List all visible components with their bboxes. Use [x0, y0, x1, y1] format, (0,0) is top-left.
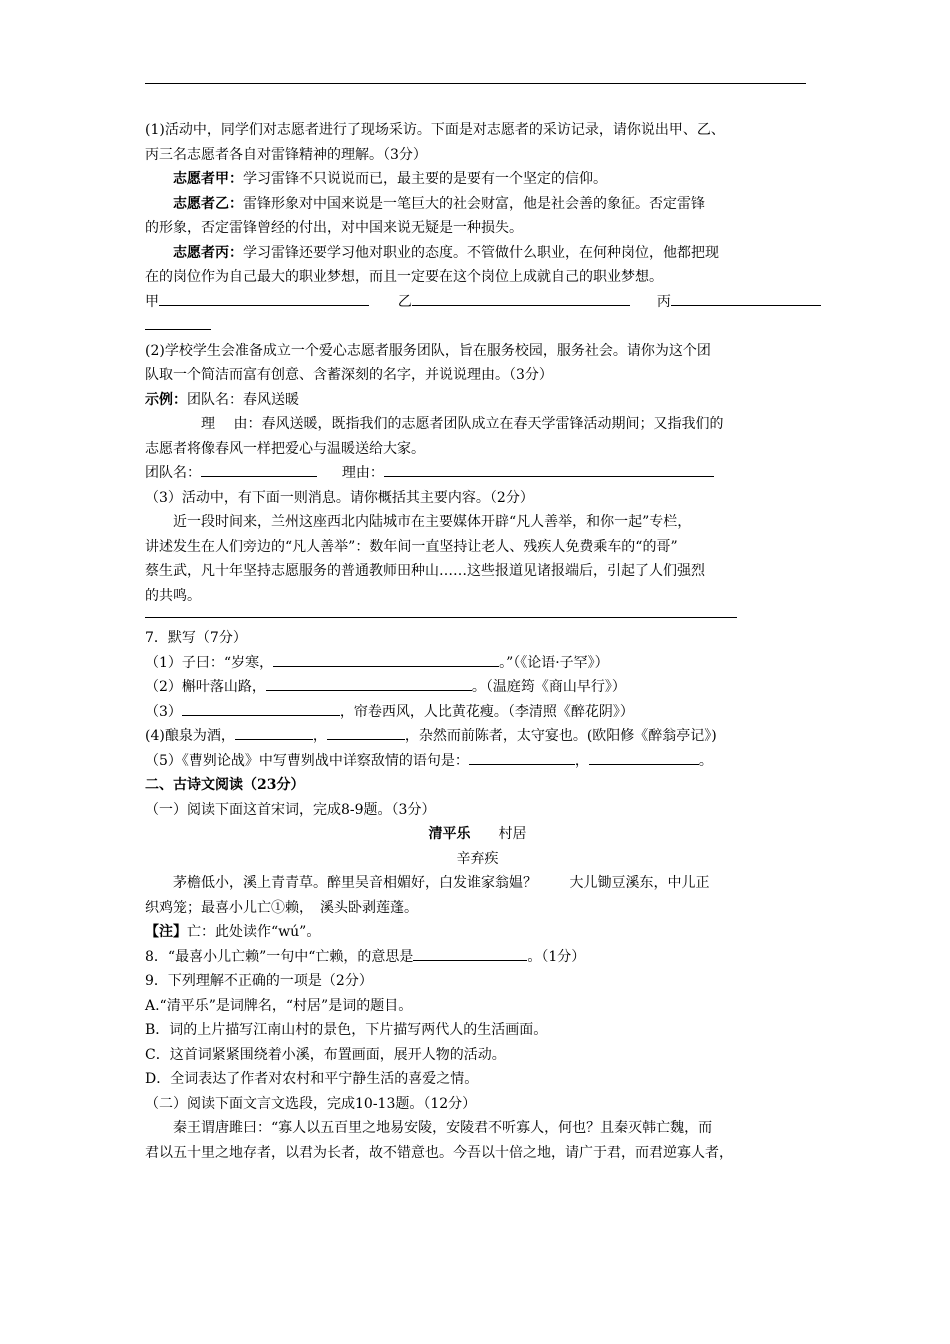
- poem-note: [145, 920, 810, 945]
- q7-item5-blank2[interactable]: [589, 750, 699, 765]
- q7-item5-prefix: （5）《曹刿论战》中写曹刿战中详察敌情的语句是：: [145, 752, 469, 769]
- volunteer-b-text1: 雷锋形象对中国来说是一笔巨大的社会财富，他是社会善的象征。否定雷锋: [243, 195, 705, 212]
- q7-item2: [145, 675, 810, 700]
- q7-item2-blank[interactable]: [266, 676, 472, 691]
- example-reason-line2: 志愿者将像春风一样把爱心与温暖送给大家。: [145, 440, 425, 457]
- volunteer-b-label: 志愿者乙：: [173, 195, 243, 212]
- poem-subtitle: 村居: [498, 826, 527, 842]
- example-label: 示例：: [145, 391, 187, 408]
- example-reason-text1: 春风送暖，既指我们的志愿者团队成立在春天学雷锋活动期间；又指我们的: [261, 416, 724, 432]
- q7-item3: [145, 700, 810, 725]
- q7-item1-prefix: （1）子曰：“岁寒，: [145, 654, 274, 671]
- volunteer-c-line2: 在的岗位作为自己最大的职业梦想，而且一定要在这个岗位上成就自己的职业梦想。: [145, 269, 663, 285]
- q7-item3-blank[interactable]: [182, 701, 340, 716]
- answer-c-blank-2[interactable]: [145, 315, 211, 330]
- summary-answer-line[interactable]: [145, 608, 810, 626]
- example-team-name: 团队名：春风送暖: [187, 391, 299, 408]
- poem-line1: 茅檐低小，溪上青青草。醉里吴音相媚好，白发谁家翁媪？ 大儿锄豆溪东，中儿正: [173, 875, 710, 891]
- exam-content: [145, 118, 810, 1165]
- q7-item3-prefix: （3）: [145, 703, 182, 720]
- volunteer-b-line2: 的形象，否定雷锋曾经的付出，对中国来说无疑是一种损失。: [145, 220, 523, 236]
- example-reason-line1: [145, 412, 810, 437]
- q8: [145, 945, 810, 970]
- q9-option-a[interactable]: A.“清平乐”是词牌名，“村居”是词的题目。: [145, 997, 413, 1014]
- q9-option-c[interactable]: C．这首词紧紧围绕着小溪，布置画面，展开人物的活动。: [145, 1046, 506, 1063]
- news-para-line4: 的共鸣。: [145, 587, 201, 604]
- section2-sub2: （二）阅读下面文言文选段，完成10-13题。（12分）: [145, 1095, 477, 1112]
- q9: 9．下列理解不正确的一项是（2分）: [145, 973, 373, 989]
- q7-item5: [145, 749, 810, 774]
- note-text: 亡：此处读作“wú”。: [187, 924, 321, 940]
- q7-item2-suffix: 。（温庭筠《商山早行》）: [471, 679, 626, 695]
- volunteer-a: [145, 167, 810, 192]
- poem-heading: [145, 822, 810, 847]
- news-para-line2: 讲述发生在人们旁边的“凡人善举”：数年间一直坚持让老人、残疾人免费乘车的“的哥”: [145, 538, 678, 555]
- volunteer-a-text: 学习雷锋不只说说而已，最主要的是要有一个坚定的信仰。: [243, 171, 607, 187]
- volunteer-c-label: 志愿者丙：: [173, 244, 243, 261]
- q8-blank[interactable]: [413, 946, 527, 961]
- q9-option-b[interactable]: B．词的上片描写江南山村的景色，下片描写两代人的生活画面。: [145, 1022, 548, 1038]
- poem-title: 清平乐: [428, 826, 471, 842]
- classical-text-line1: 秦王谓唐雎曰：“寡人以五百里之地易安陵，安陵君不听寡人，何也？且秦灭韩亡魏，而: [173, 1120, 713, 1136]
- volunteer-c-line1: [145, 241, 810, 266]
- q7-item1-suffix: 。”（《论语·子罕》）: [499, 654, 609, 671]
- volunteer-c-text1: 学习雷锋还要学习他对职业的态度。不管做什么职业，在何种岗位，他都把现: [243, 244, 719, 261]
- reason-label: 理由：: [341, 465, 384, 481]
- answer-c-blank[interactable]: [671, 291, 821, 306]
- section2-title: 二、古诗文阅读（23分）: [145, 777, 305, 793]
- answer-b-label: 乙: [397, 293, 412, 310]
- q6-2-prompt-line2: 队取一个简洁而富有创意、含蓄深刻的名字，并说说理由。（3分）: [145, 367, 553, 383]
- team-name-blank[interactable]: [201, 462, 317, 477]
- q7-item4: [145, 724, 810, 749]
- q7-item5-blank1[interactable]: [469, 750, 575, 765]
- volunteer-a-label: 志愿者甲：: [173, 171, 243, 187]
- team-name-label: 团队名：: [145, 465, 201, 481]
- poem-author: 辛弃疾: [456, 850, 499, 867]
- q7-item3-suffix: ，帘卷西风，人比黄花瘦。（李清照《醉花阴》）: [339, 703, 634, 720]
- answer-a-label: 甲: [145, 293, 159, 310]
- q7-item4-blank1[interactable]: [235, 725, 313, 740]
- team-answer-line: [145, 461, 810, 486]
- header-rule: [145, 83, 806, 84]
- q6-2-prompt-line1: (2)学校学生会准备成立一个爱心志愿者服务团队，旨在服务校园，服务社会。请你为这个团: [145, 342, 711, 359]
- poem-line2: 织鸡笼；最喜小儿亡①赖， 溪头卧剥莲蓬。: [145, 899, 418, 916]
- q7-item2-prefix: （2）槲叶落山路，: [145, 679, 266, 695]
- answer-b-blank[interactable]: [412, 291, 630, 306]
- answer-blanks-abc: [145, 290, 810, 315]
- q8-suffix: 。（1分）: [527, 948, 586, 965]
- q6-3-prompt: （3）活动中，有下面一则消息。请你概括其主要内容。（2分）: [145, 489, 534, 506]
- q7-item5-end: 。: [698, 752, 713, 769]
- example-reason-label: 理 由：: [201, 416, 262, 432]
- q7-item4-blank2[interactable]: [327, 725, 405, 740]
- q7-item4-prefix: (4)酿泉为酒，: [145, 728, 235, 744]
- news-para-line1: 近一段时间来，兰州这座西北内陆城市在主要媒体开辟“凡人善举，和你一起”专栏，: [173, 514, 692, 530]
- q7-item4-sep: ，: [312, 728, 327, 744]
- reason-blank[interactable]: [384, 462, 714, 477]
- q7-title: 7．默写（7分）: [145, 630, 247, 646]
- answer-a-blank[interactable]: [159, 291, 369, 306]
- volunteer-b-line1: [145, 192, 810, 217]
- classical-text-line2: 君以五十里之地存者，以君为长者，故不错意也。今吾以十倍之地，请广于君，而君逆寡人者，: [145, 1144, 733, 1161]
- q7-item1: [145, 651, 810, 676]
- answer-c-label: 丙: [656, 293, 671, 310]
- note-label: 【注】: [145, 924, 187, 940]
- q6-1-prompt-line2: 丙三名志愿者各自对雷锋精神的理解。（3分）: [145, 146, 427, 163]
- q7-item5-sep: ，: [574, 752, 589, 769]
- q7-item1-blank[interactable]: [273, 652, 499, 667]
- answer-c-blank-continued: [145, 314, 810, 339]
- q9-option-d[interactable]: D．全词表达了作者对农村和平宁静生活的喜爱之情。: [145, 1071, 479, 1087]
- section2-sub1: （一）阅读下面这首宋词，完成8-9题。（3分）: [145, 801, 436, 818]
- news-para-line3: 蔡生武，凡十年坚持志愿服务的普通教师田种山……这些报道见诸报端后，引起了人们强烈: [145, 563, 705, 579]
- example-line: [145, 388, 810, 413]
- q6-1-prompt-line1: (1)活动中，同学们对志愿者进行了现场采访。下面是对志愿者的采访记录，请你说出甲、乙、: [145, 122, 725, 138]
- q7-item4-suffix: ，杂然而前陈者，太守宴也。(欧阳修《醉翁亭记》): [404, 728, 717, 744]
- q8-prefix: 8．“最喜小儿亡赖”一句中“亡赖，的意思是: [145, 948, 414, 965]
